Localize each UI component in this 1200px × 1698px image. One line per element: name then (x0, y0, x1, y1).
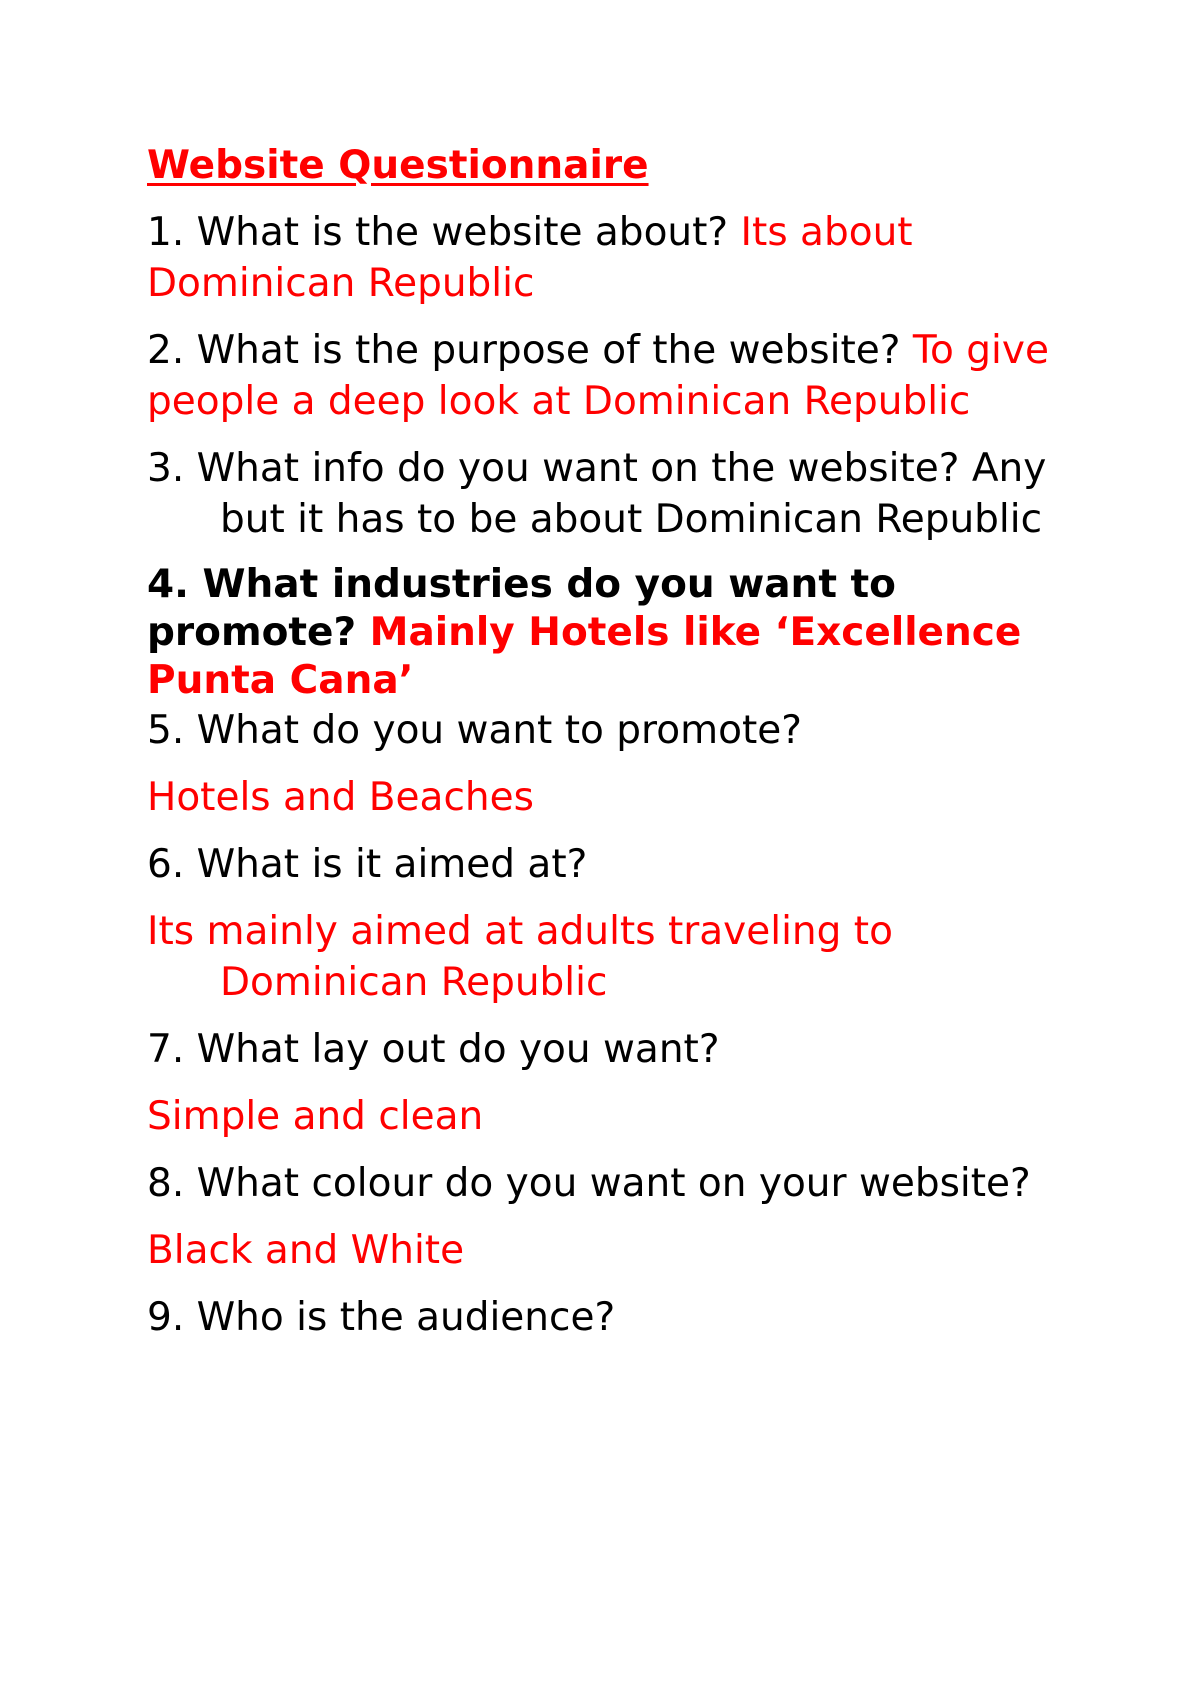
question-6: 6. What is it aimed at? (147, 842, 588, 887)
question-text: 3. What info do you want on the website? (147, 446, 960, 491)
question-7: 7. What lay out do you want? (147, 1027, 720, 1072)
answer-8: Black and White (147, 1228, 465, 1273)
question-text: 1. What is the website about? (147, 210, 729, 255)
document-title: Website Questionnaire (147, 143, 649, 188)
question-3 (147, 443, 1087, 545)
answer-text: Any but it has to be about Dominican Republic (220, 446, 1047, 542)
answer-text: To give people a deep look at Dominican Republic (147, 328, 1049, 424)
answer-text: Its about Dominican Republic (147, 210, 913, 306)
question-8: 8. What colour do you want on your website? (147, 1161, 1031, 1206)
answer-7: Simple and clean (147, 1094, 484, 1139)
questionnaire (147, 140, 1087, 1359)
question-9: 9. Who is the audience? (147, 1295, 616, 1340)
question-1 (147, 207, 1087, 309)
answer-text: Mainly Hotels like ‘Excellence Punta Cana’ (147, 610, 1022, 703)
question-text: 2. What is the purpose of the website? (147, 328, 901, 373)
question-text: 4. What industries do you want to promote? (147, 562, 896, 655)
question-4 (147, 561, 1087, 705)
question-5: 5. What do you want to promote? (147, 708, 802, 753)
answer-5: Hotels and Beaches (147, 775, 534, 820)
question-2 (147, 325, 1087, 427)
answer-6: Its mainly aimed at adults traveling to Dominican Republic (147, 909, 893, 1005)
